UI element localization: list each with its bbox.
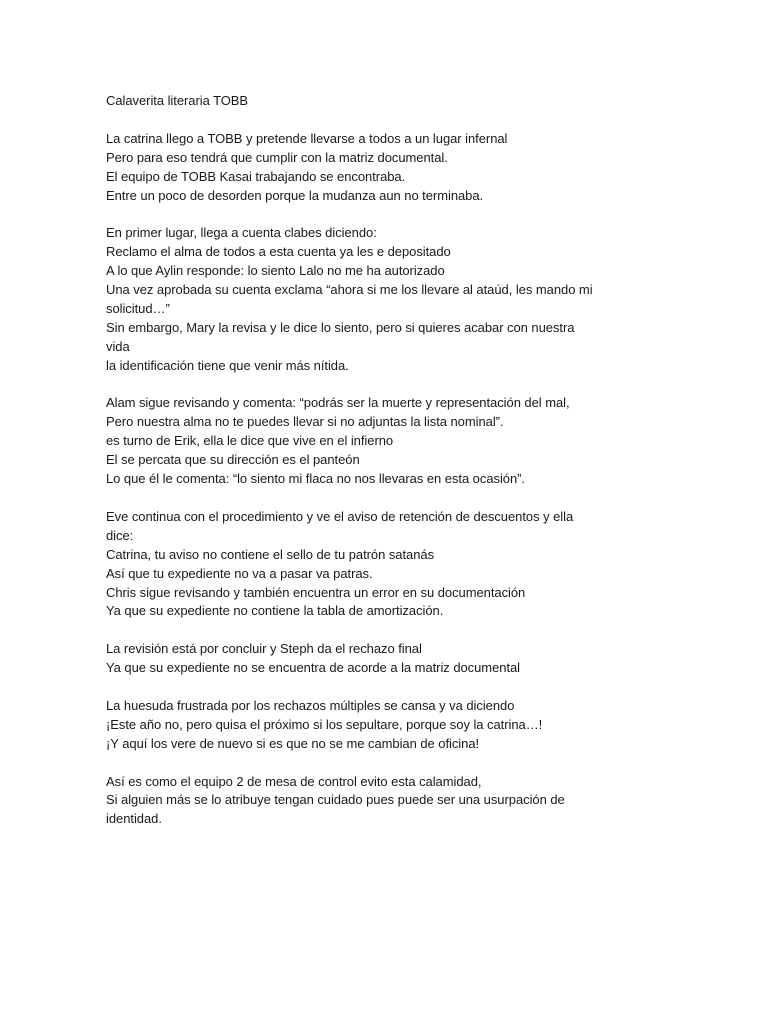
poem-line: A lo que Aylin responde: lo siento Lalo no me ha autorizado	[106, 263, 445, 279]
poem-line: Lo que él le comenta: “lo siento mi flaca no nos llevaras en esta ocasión”.	[106, 471, 525, 487]
poem-line: ¡Este año no, pero quisa el próximo si los sepultare, porque soy la catrina…!	[106, 716, 543, 732]
stanza-4	[106, 508, 596, 621]
stanza-7	[106, 773, 596, 830]
poem-line: La huesuda frustrada por los rechazos múltiples se cansa y va diciendo	[106, 697, 515, 713]
document-title: Calaverita literaria TOBB	[106, 93, 249, 108]
poem-line: es turno de Erik, ella le dice que vive en el infierno	[106, 433, 394, 449]
poem-line: Pero para eso tendrá que cumplir con la matriz documental.	[106, 149, 448, 165]
poem-line: El equipo de TOBB Kasai trabajando se encontraba.	[106, 168, 406, 184]
poem-line: Entre un poco de desorden porque la mudanza aun no terminaba.	[106, 187, 484, 203]
poem-line: ¡Y aquí los vere de nuevo si es que no se me cambian de oficina!	[106, 735, 480, 751]
poem-line: Ya que su expediente no contiene la tabla de amortización.	[106, 603, 444, 619]
poem-line: la identificación tiene que venir más nítida.	[106, 357, 349, 373]
poem-line: Eve continua con el procedimiento y ve el aviso de retención de descuentos y ella dice:	[106, 508, 574, 543]
poem-line: Sin embargo, Mary la revisa y le dice lo siento, pero si quieres acabar con nuestra vida	[106, 319, 575, 354]
poem-line: Así es como el equipo 2 de mesa de control evito esta calamidad,	[106, 773, 482, 789]
poem-line: Ya que su expediente no se encuentra de acorde a la matriz documental	[106, 660, 521, 676]
stanza-3	[106, 394, 596, 489]
poem-line: En primer lugar, llega a cuenta clabes diciendo:	[106, 225, 377, 241]
stanza-1	[106, 130, 596, 206]
poem-line: La catrina llego a TOBB y pretende llevarse a todos a un lugar infernal	[106, 130, 508, 146]
poem-line: Así que tu expediente no va a pasar va patras.	[106, 565, 373, 581]
poem-line: Catrina, tu aviso no contiene el sello de tu patrón satanás	[106, 546, 435, 562]
document-body	[106, 92, 596, 848]
stanza-5	[106, 640, 596, 678]
poem-line: Si alguien más se lo atribuye tengan cuidado pues puede ser una usurpación de identidad.	[106, 792, 565, 827]
poem-line: Chris sigue revisando y también encuentra un error en su documentación	[106, 584, 526, 600]
poem-line: La revisión está por concluir y Steph da el rechazo final	[106, 641, 422, 657]
poem-line: El se percata que su dirección es el panteón	[106, 452, 360, 468]
poem-line: Reclamo el alma de todos a esta cuenta ya les e depositado	[106, 244, 451, 260]
stanza-6	[106, 697, 596, 754]
poem-line: Pero nuestra alma no te puedes llevar si no adjuntas la lista nominal”.	[106, 414, 504, 430]
poem-line: Una vez aprobada su cuenta exclama “ahora si me los llevare al ataúd, les mando mi solicitud…”	[106, 282, 593, 316]
stanza-2	[106, 224, 596, 375]
poem-line: Alam sigue revisando y comenta: “podrás ser la muerte y representación del mal,	[106, 395, 570, 411]
